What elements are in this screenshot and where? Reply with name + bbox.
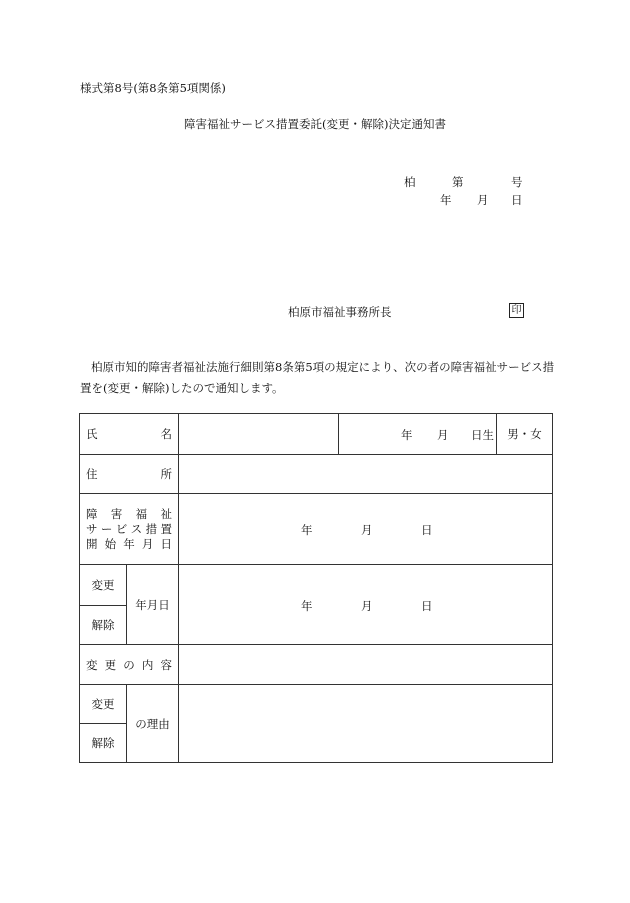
name-field[interactable] [179,414,339,455]
row-reason-1 [80,685,553,724]
reason-cancel-label: 解除 [80,724,127,763]
notice-form-table [79,413,553,763]
ref-prefix: 柏 [404,175,416,189]
row-address [80,455,553,494]
start-date-label-cell: 障 害 福 祉 サ ー ビ ス 措 置 開 始 年 月 日 [80,494,179,565]
issue-day: 日 [511,193,523,207]
seal-mark: 印 [509,303,524,318]
address-label-cell: 住 所 [80,455,179,494]
gender-field[interactable]: 男・女 [497,414,553,455]
row-start-date [80,494,553,565]
change-content-field[interactable] [179,645,553,685]
change-label: 変更 [80,565,127,606]
notice-body: 柏原市知的障害者福祉法施行細則第8条第5項の規定により、次の者の障害福祉サービス措置を(変更・解除)したので通知します。 [80,360,555,395]
name-label-cell: 氏 名 [80,414,179,455]
cancel-label: 解除 [80,605,127,645]
ref-dai: 第 [452,175,464,189]
reason-change-label: 変更 [80,685,127,724]
form-number: 様式第8号(第8条第5項関係) [80,81,226,95]
issuer-name: 柏原市福祉事務所長 [288,305,392,319]
birth-date-field[interactable]: 年 月 日生 [339,414,497,455]
row-change-date-1 [80,565,553,606]
issue-year: 年 [440,193,452,207]
ymd-label: 年月日 [127,565,179,645]
row-name [80,414,553,455]
address-field[interactable] [179,455,553,494]
issue-month: 月 [477,193,489,207]
row-change-content [80,645,553,685]
content-label-cell: 変 更 の 内 容 [80,645,179,685]
ref-go: 号 [511,175,523,189]
start-date-field[interactable]: 年 月 日 [179,494,553,565]
document-title: 障害福祉サービス措置委託(変更・解除)決定通知書 [184,117,446,131]
reason-label: の理由 [127,685,179,763]
reason-field[interactable] [179,685,553,763]
change-date-field[interactable]: 年 月 日 [179,565,553,645]
